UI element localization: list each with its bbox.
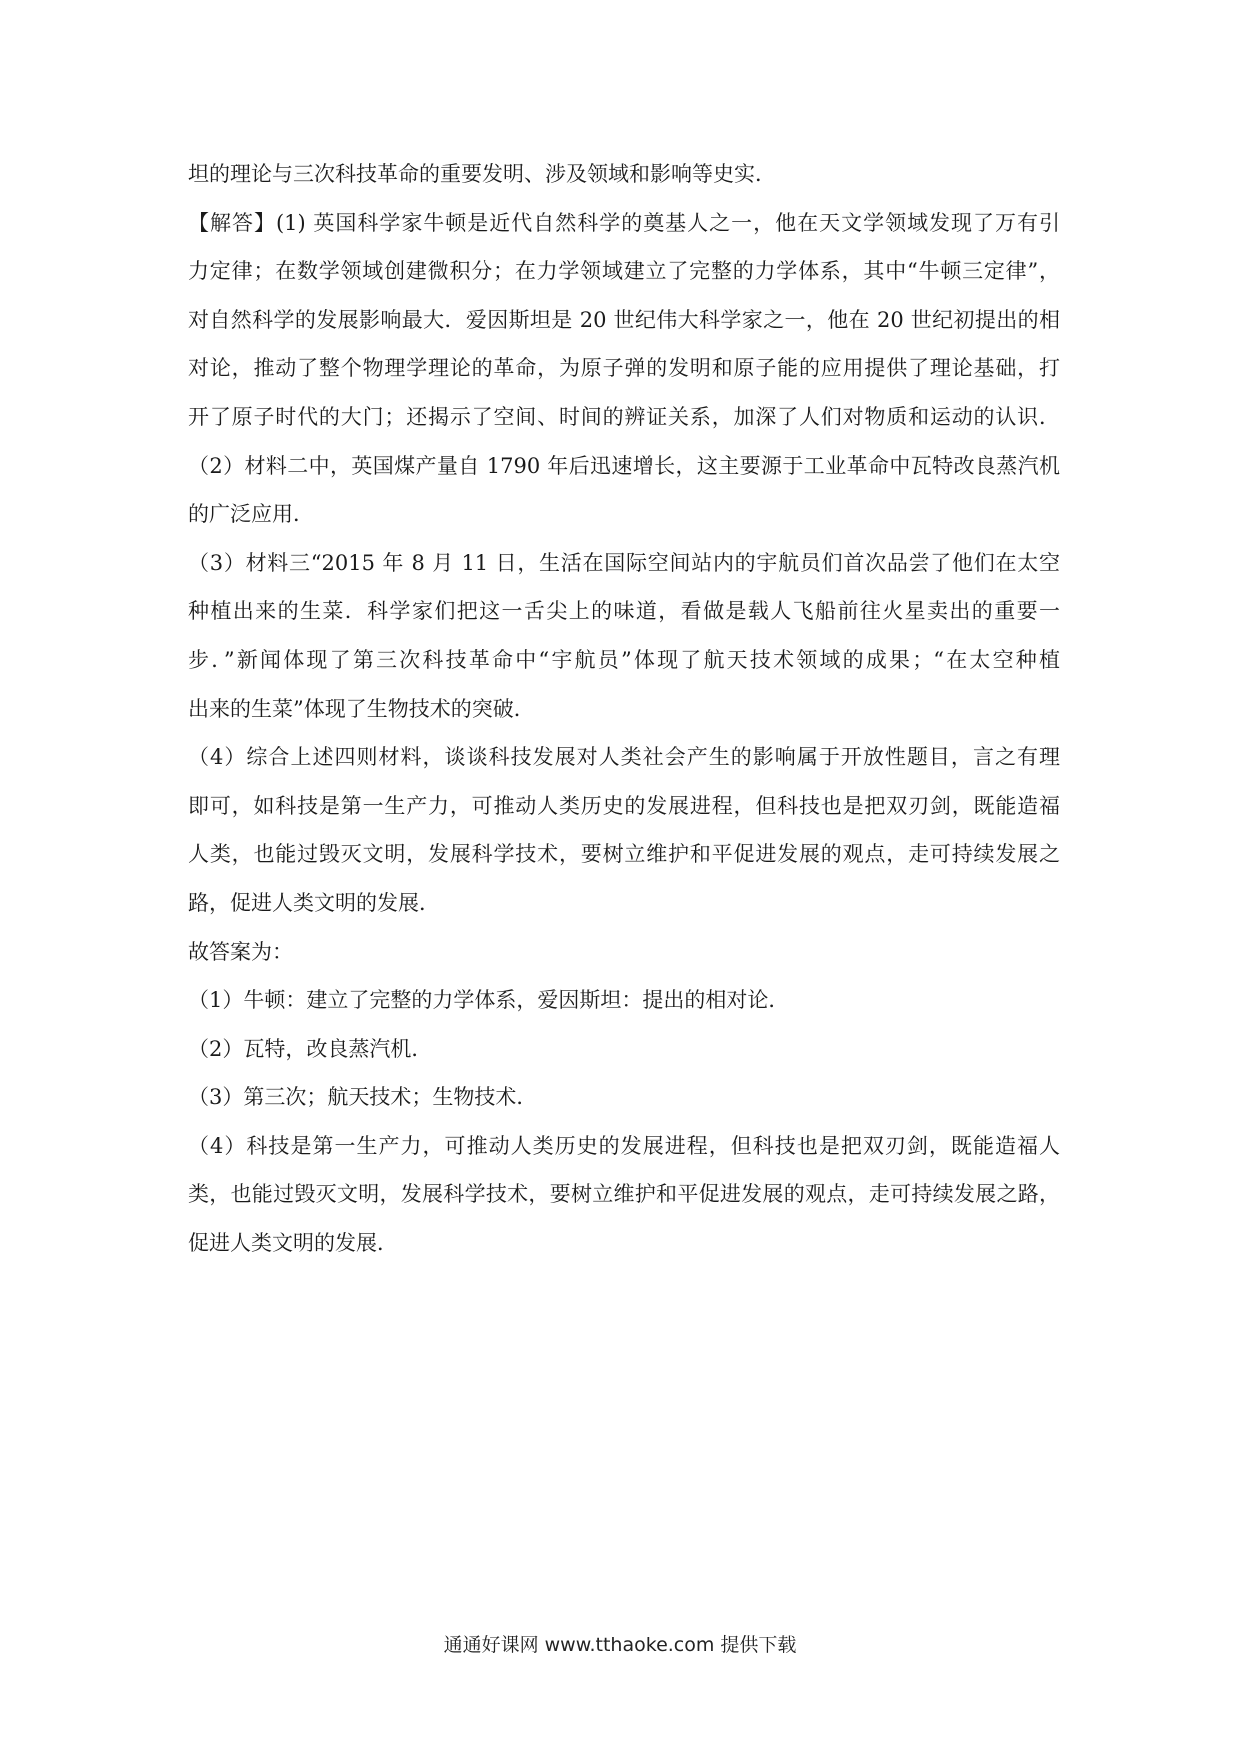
answer-heading: 故答案为： [188, 939, 293, 964]
text-line: （3）第三次；航天技术；生物技术． [188, 1085, 538, 1110]
text-line: 力定律；在数学领域创建微积分；在力学领域建立了完整的力学体系，其中“牛顿三定律”， [188, 259, 1060, 284]
text-line: 坦的理论与三次科技革命的重要发明、涉及领域和影响等史实． [188, 162, 776, 186]
text-line: 对自然科学的发展影响最大．爱因斯坦是 20 世纪伟大科学家之一，他在 20 世纪初提出的相 [188, 307, 1060, 332]
text-line: （3）材料三“2015 年 8 月 11 日，生活在国际空间站内的宇航员们首次品尝了他们在太空 [188, 550, 1060, 575]
page-footer: 通通好课网 www.tthaoke.com 提供下载 [443, 1634, 797, 1656]
text-line: 种植出来的生菜．科学家们把这一舌尖上的味道，看做是载人飞船前往火星卖出的重要一 [188, 599, 1060, 624]
text-line: 类，也能过毁灭文明，发展科学技术，要树立维护和平促进发展的观点，走可持续发展之路， [188, 1182, 1060, 1207]
text-line: 人类，也能过毁灭文明，发展科学技术，要树立维护和平促进发展的观点，走可持续发展之 [188, 842, 1060, 867]
text-line: （2）材料二中，英国煤产量自 1790 年后迅速增长，这主要源于工业革命中瓦特改良蒸汽机 [188, 453, 1060, 478]
text-line: 即可，如科技是第一生产力，可推动人类历史的发展进程，但科技也是把双刃剑，既能造福 [188, 793, 1060, 818]
text-line: 对论，推动了整个物理学理论的革命，为原子弹的发明和原子能的应用提供了理论基础，打 [188, 356, 1060, 381]
answer-text-block [188, 150, 1060, 1268]
text-line: 的广泛应用． [188, 502, 314, 527]
text-line: 路，促进人类文明的发展． [188, 890, 440, 915]
text-line: （1）牛顿：建立了完整的力学体系，爱因斯坦：提出的相对论． [188, 988, 790, 1013]
text-line: （4）综合上述四则材料，谈谈科技发展对人类社会产生的影响属于开放性题目，言之有理 [188, 745, 1060, 770]
text-line: 步．”新闻体现了第三次科技革命中“宇航员”体现了航天技术领域的成果；“在太空种植 [188, 647, 1060, 672]
text-line: （2）瓦特，改良蒸汽机． [188, 1036, 433, 1061]
text-line: （4）科技是第一生产力，可推动人类历史的发展进程，但科技也是把双刃剑，既能造福人 [188, 1133, 1060, 1158]
text-line: 出来的生菜”体现了生物技术的突破． [188, 696, 535, 721]
text-line: 促进人类文明的发展． [188, 1231, 398, 1256]
text-line: 开了原子时代的大门；还揭示了空间、时间的辨证关系，加深了人们对物质和运动的认识． [188, 404, 1060, 429]
text-line: 【解答】(1) 英国科学家牛顿是近代自然科学的奠基人之一，他在天文学领域发现了万有引 [188, 210, 1060, 235]
